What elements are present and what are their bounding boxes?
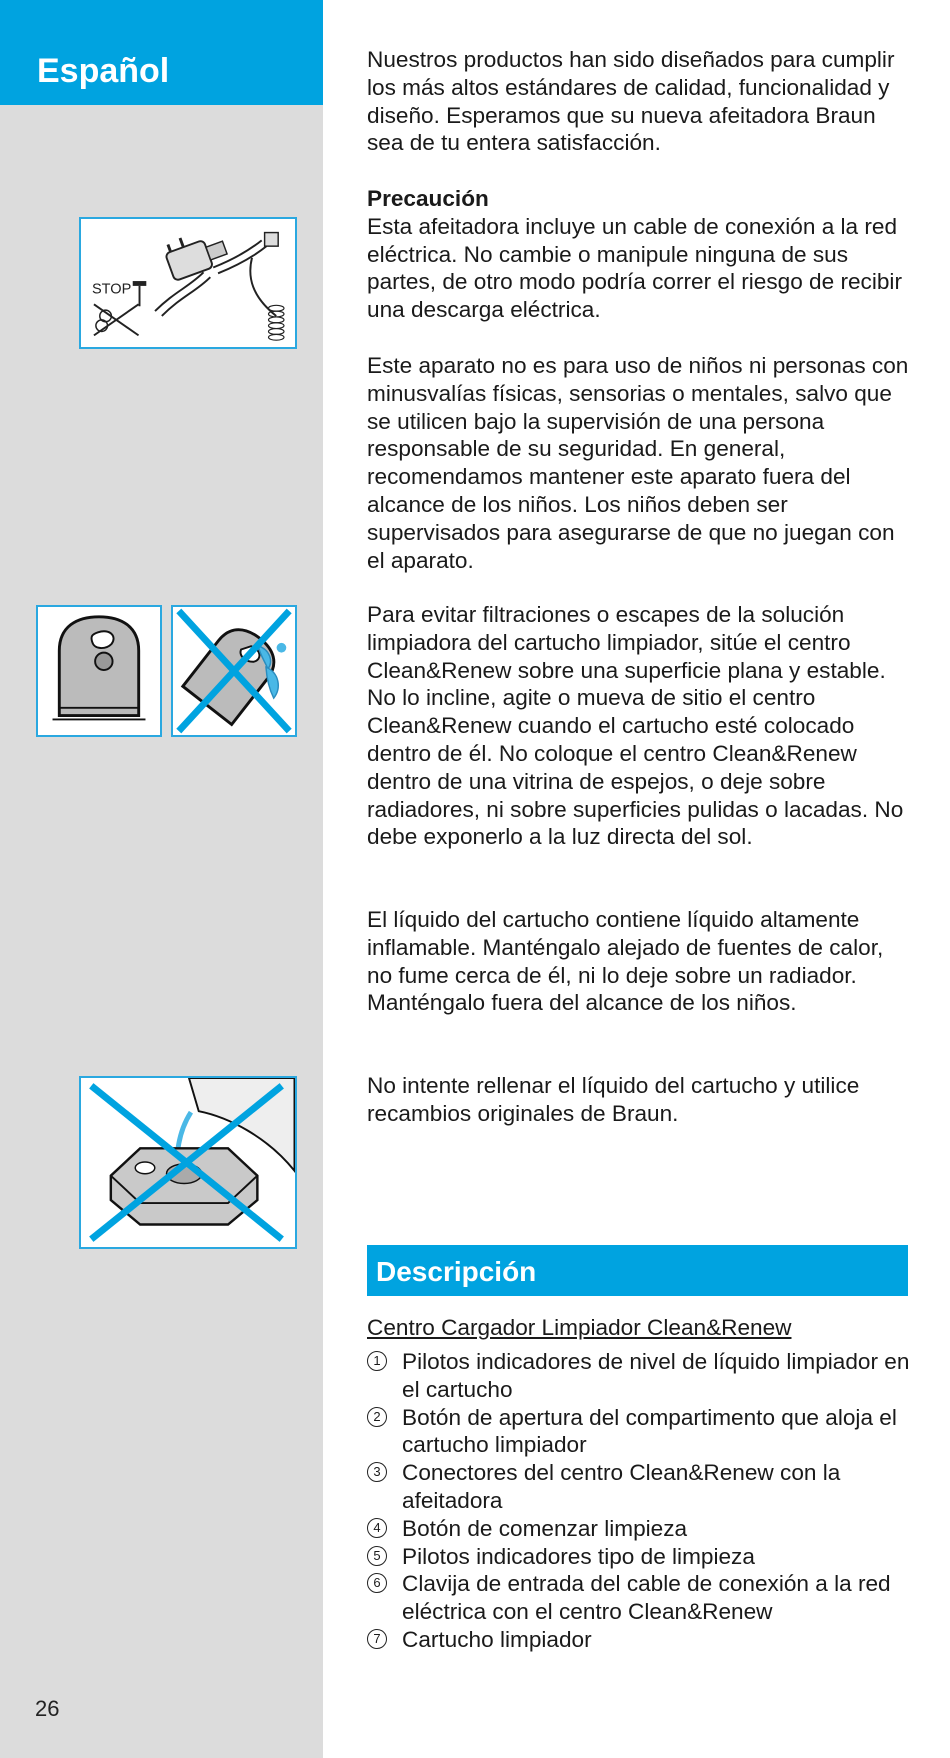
item-number: 2 bbox=[367, 1407, 387, 1427]
precaution-paragraph: El líquido del cartucho contiene líquido altamente inflamable. Manténgalo alejado de fuentes de calor, no fume cerca de él, ni lo deje sobre un radiador. Manténgalo fuera del alcance de los niños. bbox=[367, 907, 884, 1016]
item-text: Pilotos indicadores de nivel de líquido limpiador en el cartucho bbox=[402, 1349, 910, 1402]
list-item bbox=[367, 1515, 912, 1543]
item-text: Botón de comenzar limpieza bbox=[402, 1515, 688, 1541]
precaution-paragraph: Para evitar filtraciones o escapes de la solución limpiadora del cartucho limpiador, sitúe el centro Clean&Renew sobre una superficie plana y estable. No lo incline, agite o mueva de sitio el centro Clean&Renew cuando el cartucho esté colocado dentro de él. No coloque el centro Clean&Renew dentro de una vitrina de espejos, o deje sobre radiadores, ni sobre superficies pulidas o lacadas. No debe exponerlo a la luz directa del sol. bbox=[367, 602, 904, 850]
list-item bbox=[367, 1570, 912, 1626]
page-number: 26 bbox=[35, 1696, 60, 1721]
precaution-section bbox=[367, 185, 912, 324]
precaution-paragraph: Esta afeitadora incluye un cable de conexión a la red eléctrica. No cambie o manipule ninguna de sus partes, de otro modo podría correr el riesgo de recibir una descarga eléctrica. bbox=[367, 213, 902, 323]
tilted-station-icon bbox=[173, 607, 295, 735]
station-tilted-prohibited-illustration bbox=[171, 605, 297, 737]
precaution-paragraph: No intente rellenar el líquido del cartucho y utilice recambios originales de Braun. bbox=[367, 1073, 860, 1126]
sidebar bbox=[0, 0, 323, 1758]
item-number: 1 bbox=[367, 1351, 387, 1371]
language-title: Español bbox=[37, 52, 170, 90]
item-text: Pilotos indicadores tipo de limpieza bbox=[402, 1543, 755, 1569]
language-banner bbox=[0, 0, 323, 105]
description-banner bbox=[367, 1245, 908, 1296]
list-item bbox=[367, 1348, 912, 1404]
list-item bbox=[367, 1626, 912, 1654]
item-text: Botón de apertura del compartimento que aloja el cartucho limpiador bbox=[402, 1404, 897, 1458]
item-text: Conectores del centro Clean&Renew con la afeitadora bbox=[402, 1460, 841, 1513]
precaution-title: Precaución bbox=[367, 186, 489, 211]
description-subtitle: Centro Cargador Limpiador Clean&Renew bbox=[367, 1315, 792, 1340]
item-number: 7 bbox=[367, 1629, 387, 1649]
item-number: 5 bbox=[367, 1546, 387, 1566]
list-item bbox=[367, 1543, 912, 1571]
cleaning-station-icon bbox=[38, 607, 160, 735]
list-item bbox=[367, 1404, 912, 1460]
station-flat-surface-illustration bbox=[36, 605, 162, 737]
power-cord-icon bbox=[81, 219, 295, 347]
precaution-paragraph: Este aparato no es para uso de niños ni personas con minusvalías físicas, sensorias o mentales, salvo que se utilicen bajo la supervisión de una persona responsable de su seguridad. En general, recomendamos mantener este aparato fuera del alcance de los niños. Los niños deben ser supervisados para asegurarse de que no juegan con el aparato. bbox=[367, 353, 909, 573]
item-text: Clavija de entrada del cable de conexión a la red eléctrica con el centro Clean&Renew bbox=[402, 1571, 891, 1625]
cartridge-refill-prohibited-illustration bbox=[79, 1076, 297, 1249]
list-item bbox=[367, 1459, 912, 1515]
parts-list bbox=[367, 1348, 912, 1654]
item-number: 6 bbox=[367, 1573, 387, 1593]
item-number: 4 bbox=[367, 1518, 387, 1538]
stop-label: STOP bbox=[92, 281, 132, 298]
item-number: 3 bbox=[367, 1462, 387, 1482]
power-cord-warning-illustration bbox=[79, 217, 297, 349]
intro-paragraph: Nuestros productos han sido diseñados para cumplir los más altos estándares de calidad, funcionalidad y diseño. Esperamos que su nueva afeitadora Braun sea de tu entera satisfacción. bbox=[367, 47, 895, 156]
cartridge-refill-icon bbox=[81, 1078, 295, 1247]
item-text: Cartucho limpiador bbox=[402, 1626, 592, 1652]
description-title: Descripción bbox=[376, 1256, 537, 1287]
